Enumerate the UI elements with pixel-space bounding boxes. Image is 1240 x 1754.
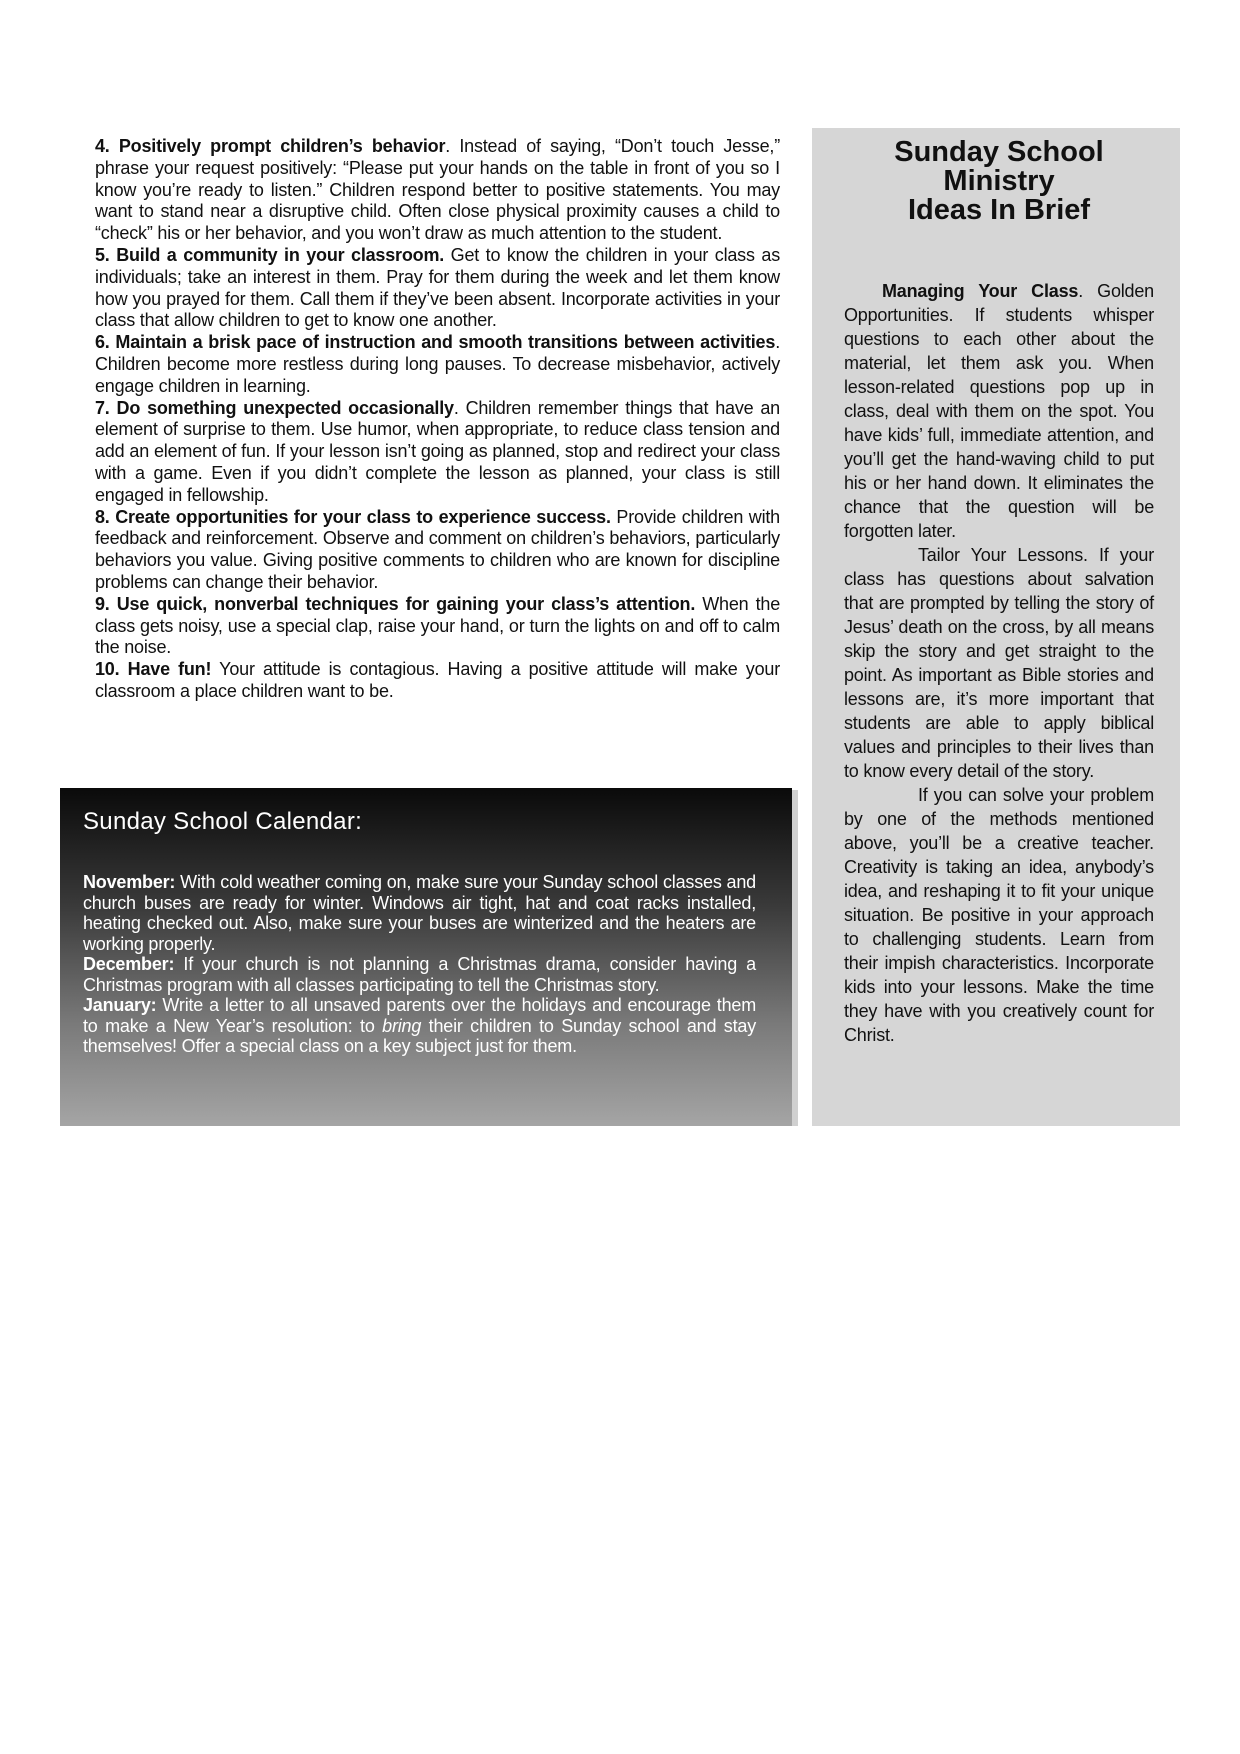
- sidebar-title-line: Sunday School: [894, 136, 1104, 168]
- tip-10: [95, 659, 780, 703]
- sidebar-paragraph-text: . Golden Opportunities. If students whisper questions to each other about the material, let them ask you. When lesson-related questions pop up in class, deal with them on the spot. You have kids’ full, immediate attention, and you’ll get the hand-waving child to put his or her hand down. It eliminates the chance that the question will be forgotten later.: [844, 281, 1154, 541]
- sidebar-paragraph: If you can solve your problem by one of the methods mentioned above, you’ll be a creative teacher. Creativity is taking an idea, anybody’s idea, and reshaping it to fit your unique situation. Be positive in your approach to challenging students. Learn from their impish characteristics. Incorporate kids into your lessons. Make the time they have with you creatively count for Christ.: [844, 785, 1154, 1045]
- tip-text: Your attitude is contagious. Having a positive attitude will make your classroom a place children want to be.: [95, 659, 781, 701]
- tip-8: [95, 507, 780, 594]
- tip-text: Get to know the children in your class as individuals; take an interest in them. Pray for them during the week and let them know how you prayed for them. Call them if they’ve been absent. Incorporate activities in your class that allow children to get to know one another.: [95, 244, 780, 331]
- tip-heading: 4. Positively prompt children’s behavior: [95, 136, 446, 156]
- sidebar-paragraph: [844, 279, 1154, 543]
- sidebar-title-line: Ideas In Brief: [907, 194, 1091, 226]
- calendar-december: [83, 954, 756, 995]
- calendar-box: [60, 788, 792, 1126]
- month-text: their children to Sunday school and stay themselves! Offer a special class on a key subject just for them.: [83, 1015, 756, 1056]
- calendar-november: [83, 872, 756, 954]
- tip-9: [95, 594, 780, 659]
- calendar-title: Sunday School Calendar:: [83, 808, 363, 835]
- month-text: Write a letter to all unsaved parents over the holidays and encourage them to make a New Year’s resolution: to: [83, 995, 756, 1036]
- tip-heading: 10. Have fun!: [95, 659, 212, 680]
- sidebar-title-line: Ministry: [943, 165, 1055, 197]
- tip-7: [95, 398, 780, 507]
- month-label: November:: [83, 872, 176, 892]
- tip-5: [95, 245, 780, 332]
- tip-text: . Children become more restless during long pauses. To decrease misbehavior, actively engage children in learning.: [95, 332, 780, 396]
- tip-text: When the class gets noisy, use a special clap, raise your hand, or turn the lights on and off to calm the noise.: [95, 593, 780, 658]
- tip-4: [95, 136, 780, 245]
- tip-6: [95, 332, 780, 397]
- sidebar-title: [844, 138, 1154, 225]
- sidebar-paragraph: Tailor Your Lessons. If your class has questions about salvation that are prompted by telling the story of Jesus’ death on the cross, by all means skip the story and get straight to the point. As important as Bible stories and lessons are, it’s more important that students are able to apply biblical values and principles to their lives than to know every detail of the story.: [844, 545, 1154, 781]
- tip-heading: 6. Maintain a brisk pace of instruction and smooth transitions between activities: [95, 332, 776, 353]
- tip-heading: 7. Do something unexpected occasionally: [95, 397, 454, 418]
- tip-text: Provide children with feedback and reinforcement. Observe and comment on children’s behaviors, particularly behaviors you value. Giving positive comments to children who are known for discipline problems can change their behavior.: [95, 506, 780, 592]
- month-label: December:: [83, 954, 175, 974]
- month-text-italic: bring: [382, 1015, 422, 1036]
- ideas-sidebar: [812, 128, 1180, 1126]
- calendar-shadow: [792, 790, 798, 1126]
- tip-heading: 5. Build a community in your classroom.: [95, 244, 445, 265]
- tip-heading: 8. Create opportunities for your class to experience success.: [95, 506, 611, 527]
- month-label: January:: [83, 995, 157, 1015]
- month-text: If your church is not planning a Christmas drama, consider having a Christmas program with all classes participating to tell the Christmas story.: [83, 954, 756, 995]
- tip-text: . Children remember things that have an element of surprise to them. Use humor, when appropriate, to reduce class tension and add an element of fun. If your lesson isn’t going as planned, stop and redirect your class with a game. Even if you didn’t complete the lesson as planned, your class is still engaged in fellowship.: [95, 397, 780, 505]
- classroom-tips: [95, 136, 780, 703]
- tip-text: . Instead of saying, “Don’t touch Jesse,” phrase your request positively: “Please put your hands on the table in front of you so I know you’re ready to listen.” Children respond better to positive statements. You may want to stand near a disruptive child. Often close physical proximity causes a child to “check” his or her behavior, and you won’t draw as much attention to the student.: [95, 136, 780, 244]
- calendar-january: [83, 995, 756, 1057]
- calendar-entries: [83, 872, 756, 1057]
- tip-heading: 9. Use quick, nonverbal techniques for gaining your class’s attention.: [95, 593, 696, 614]
- month-text: With cold weather coming on, make sure your Sunday school classes and church buses are ready for winter. Windows air tight, hat and coat racks installed, heating checked out. Also, make sure your buses are winterized and the heaters are working properly.: [83, 872, 756, 954]
- sidebar-body: [844, 279, 1154, 1047]
- sidebar-paragraph-heading: Managing Your Class: [882, 281, 1079, 301]
